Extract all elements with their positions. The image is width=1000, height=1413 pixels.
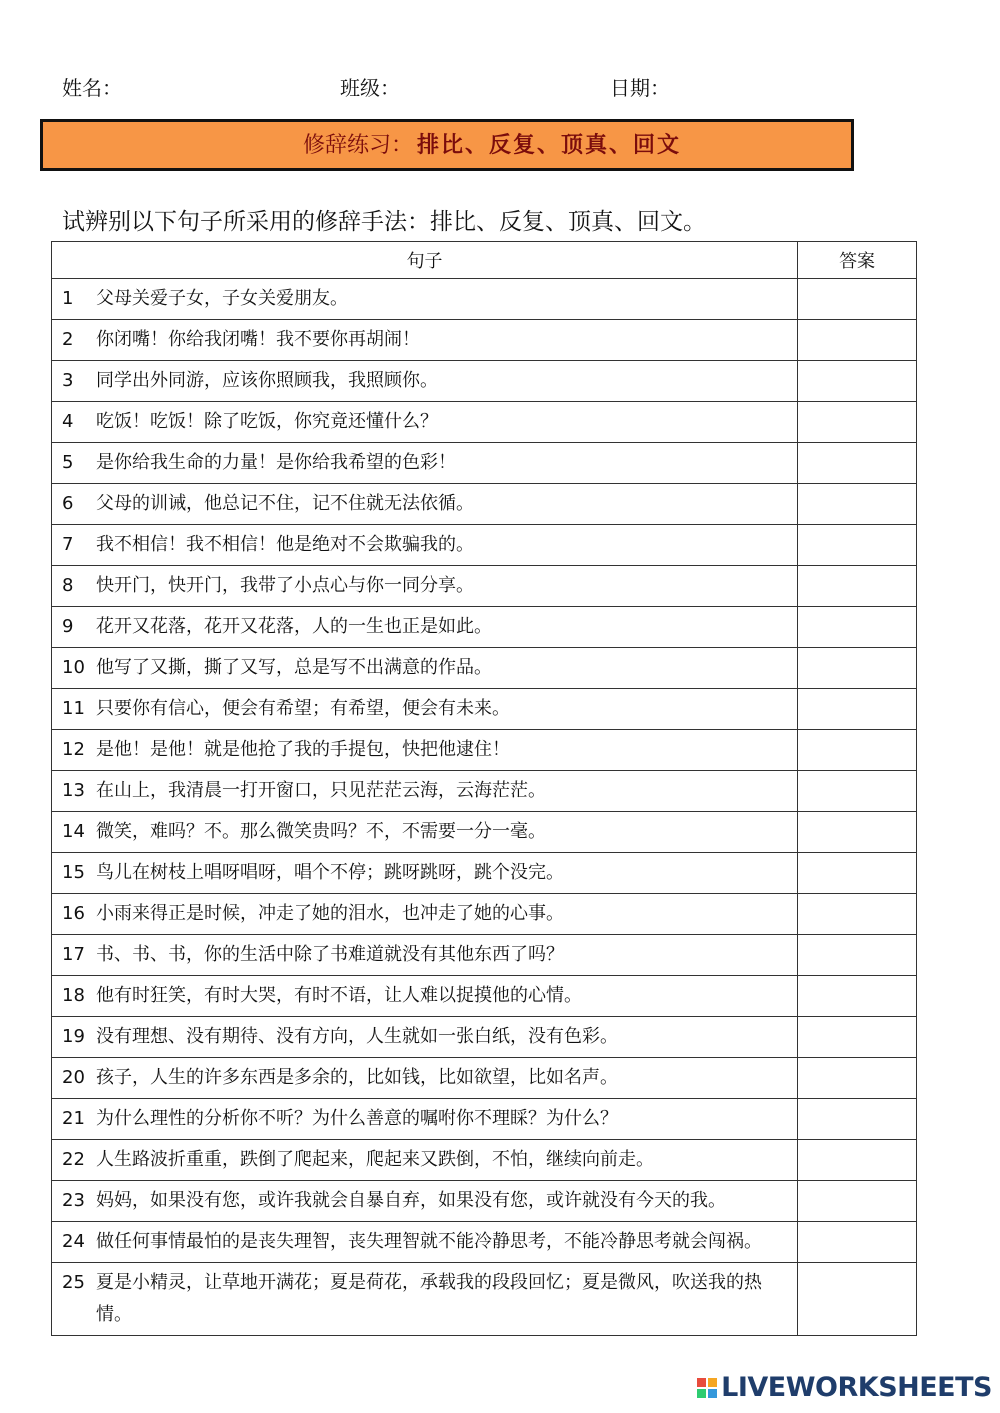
sentence-cell [52, 1017, 798, 1058]
answer-cell[interactable] [798, 1058, 917, 1099]
sentence-cell [52, 402, 798, 443]
answer-cell[interactable] [798, 607, 917, 648]
sentence-cell [52, 812, 798, 853]
table-row [52, 566, 917, 607]
table-row [52, 648, 917, 689]
sentence-cell [52, 1140, 798, 1181]
sentence-cell [52, 1263, 798, 1336]
table-row [52, 935, 917, 976]
table-row [52, 320, 917, 361]
row-number: 11 [62, 698, 85, 719]
sentence-cell [52, 771, 798, 812]
row-number: 4 [62, 411, 74, 432]
sentence-cell [52, 607, 798, 648]
instruction-text: 试辨别以下句子所采用的修辞手法：排比、反复、顶真、回文。 [62, 209, 706, 235]
date-label: 日期： [610, 76, 670, 100]
table-row [52, 484, 917, 525]
sentence-cell [52, 279, 798, 320]
row-number: 10 [62, 657, 85, 678]
sentence-cell [52, 853, 798, 894]
sentence-text: 书、书、书，你的生活中除了书难道就没有其他东西了吗？ [96, 944, 564, 965]
answer-cell[interactable] [798, 648, 917, 689]
answer-cell[interactable] [798, 1222, 917, 1263]
sentence-cell [52, 935, 798, 976]
row-number: 25 [62, 1272, 85, 1293]
sentence-text: 做任何事情最怕的是丧失理智，丧失理智就不能冷静思考，不能冷静思考就会闯祸。 [96, 1231, 762, 1252]
row-number: 22 [62, 1149, 85, 1170]
table-row [52, 771, 917, 812]
sentence-text: 没有理想、没有期待、没有方向，人生就如一张白纸，没有色彩。 [96, 1026, 618, 1047]
sentence-text: 父母关爱子女，子女关爱朋友。 [96, 288, 348, 309]
sentence-text: 快开门，快开门，我带了小点心与你一同分享。 [96, 575, 474, 596]
row-number: 14 [62, 821, 85, 842]
table-row [52, 279, 917, 320]
sentence-text: 人生路波折重重，跌倒了爬起来，爬起来又跌倒，不怕，继续向前走。 [96, 1149, 654, 1170]
answer-cell[interactable] [798, 1263, 917, 1336]
sentence-cell [52, 648, 798, 689]
sentence-text: 父母的训诫，他总记不住，记不住就无法依循。 [96, 493, 474, 514]
logo-mark-icon [697, 1378, 717, 1398]
sentence-text: 只要你有信心，便会有希望；有希望，便会有未来。 [96, 698, 510, 719]
answer-cell[interactable] [798, 976, 917, 1017]
sentence-cell [52, 976, 798, 1017]
table-row [52, 361, 917, 402]
row-number: 3 [62, 370, 74, 391]
sentence-text: 是你给我生命的力量！是你给我希望的色彩！ [96, 452, 456, 473]
row-number: 15 [62, 862, 85, 883]
sentence-cell [52, 1058, 798, 1099]
row-number: 5 [62, 452, 74, 473]
sentence-text: 是他！是他！就是他抢了我的手提包，快把他逮住！ [96, 739, 510, 760]
table-row [52, 1263, 917, 1336]
answer-cell[interactable] [798, 443, 917, 484]
sentence-cell [52, 1099, 798, 1140]
table-row [52, 607, 917, 648]
sentence-text: 在山上，我清晨一打开窗口，只见茫茫云海，云海茫茫。 [96, 780, 546, 801]
answer-cell[interactable] [798, 320, 917, 361]
sentence-text: 他有时狂笑，有时大哭，有时不语，让人难以捉摸他的心情。 [96, 985, 582, 1006]
table-row [52, 525, 917, 566]
liveworksheets-logo [697, 1372, 992, 1403]
title-sub: 排比、反复、顶真、回文 [417, 132, 682, 158]
answer-cell[interactable] [798, 935, 917, 976]
row-number: 16 [62, 903, 85, 924]
row-number: 12 [62, 739, 85, 760]
answer-cell[interactable] [798, 1017, 917, 1058]
sentence-text: 鸟儿在树枝上唱呀唱呀，唱个不停；跳呀跳呀，跳个没完。 [96, 862, 564, 883]
answer-cell[interactable] [798, 1140, 917, 1181]
answer-cell[interactable] [798, 484, 917, 525]
sentence-text: 孩子，人生的许多东西是多余的，比如钱，比如欲望，比如名声。 [96, 1067, 618, 1088]
answer-cell[interactable] [798, 730, 917, 771]
sentence-text: 为什么理性的分析你不听？为什么善意的嘱咐你不理睬？为什么？ [96, 1108, 618, 1129]
answer-cell[interactable] [798, 402, 917, 443]
table-row [52, 976, 917, 1017]
sentence-text: 妈妈，如果没有您，或许我就会自暴自弃，如果没有您，或许就没有今天的我。 [96, 1190, 726, 1211]
row-number: 8 [62, 575, 74, 596]
table-row [52, 402, 917, 443]
sentence-cell [52, 525, 798, 566]
row-number: 19 [62, 1026, 85, 1047]
title-banner [40, 119, 854, 171]
sentence-cell [52, 566, 798, 607]
answer-cell[interactable] [798, 894, 917, 935]
sentence-text: 花开又花落，花开又花落，人的一生也正是如此。 [96, 616, 492, 637]
row-number: 7 [62, 534, 74, 555]
class-label: 班级： [340, 76, 400, 100]
logo-text: LIVEWORKSHEETS [721, 1372, 992, 1403]
sentence-cell [52, 320, 798, 361]
table-row [52, 443, 917, 484]
table-row [52, 1017, 917, 1058]
table-row [52, 1099, 917, 1140]
sentence-text: 微笑，难吗？不。那么微笑贵吗？不，不需要一分一毫。 [96, 821, 546, 842]
answer-cell[interactable] [798, 689, 917, 730]
answer-cell[interactable] [798, 771, 917, 812]
title-main: 修辞练习： [302, 133, 413, 158]
sentence-cell [52, 484, 798, 525]
sentence-cell [52, 894, 798, 935]
row-number: 17 [62, 944, 85, 965]
row-number: 23 [62, 1190, 85, 1211]
sentence-text: 小雨来得正是时候，冲走了她的泪水，也冲走了她的心事。 [96, 903, 564, 924]
sentence-cell [52, 1222, 798, 1263]
table-row [52, 1140, 917, 1181]
exercise-table [51, 241, 917, 1336]
table-row [52, 853, 917, 894]
sentence-cell [52, 730, 798, 771]
table-row [52, 689, 917, 730]
answer-cell[interactable] [798, 812, 917, 853]
name-label: 姓名： [62, 76, 122, 100]
answer-cell[interactable] [798, 525, 917, 566]
sentence-cell [52, 443, 798, 484]
row-number: 9 [62, 616, 74, 637]
row-number: 18 [62, 985, 85, 1006]
sentence-text: 夏是小精灵，让草地开满花；夏是荷花，承载我的段段回忆；夏是微风，吹送我的热情。 [96, 1272, 762, 1325]
row-number: 13 [62, 780, 85, 801]
answer-cell[interactable] [798, 566, 917, 607]
sentence-text: 同学出外同游，应该你照顾我，我照顾你。 [96, 370, 438, 391]
table-row [52, 1058, 917, 1099]
sentence-text: 他写了又撕，撕了又写，总是写不出满意的作品。 [96, 657, 492, 678]
sentence-text: 吃饭！吃饭！除了吃饭，你究竟还懂什么？ [96, 411, 438, 432]
sentence-cell [52, 361, 798, 402]
sentence-text: 我不相信！我不相信！他是绝对不会欺骗我的。 [96, 534, 474, 555]
table-row [52, 730, 917, 771]
answer-cell[interactable] [798, 361, 917, 402]
sentence-text: 你闭嘴！你给我闭嘴！我不要你再胡闹！ [96, 329, 420, 350]
sentence-cell [52, 1181, 798, 1222]
table-row [52, 894, 917, 935]
row-number: 6 [62, 493, 74, 514]
sentence-cell [52, 689, 798, 730]
answer-cell[interactable] [798, 853, 917, 894]
answer-column-header: 答案 [798, 242, 917, 279]
sentence-column-header: 句子 [52, 242, 798, 279]
answer-cell[interactable] [798, 1099, 917, 1140]
table-row [52, 1222, 917, 1263]
row-number: 21 [62, 1108, 85, 1129]
row-number: 24 [62, 1231, 85, 1252]
table-row [52, 812, 917, 853]
row-number: 2 [62, 329, 74, 350]
row-number: 20 [62, 1067, 85, 1088]
table-row [52, 1181, 917, 1222]
answer-cell[interactable] [798, 1181, 917, 1222]
row-number: 1 [62, 288, 74, 309]
answer-cell[interactable] [798, 279, 917, 320]
